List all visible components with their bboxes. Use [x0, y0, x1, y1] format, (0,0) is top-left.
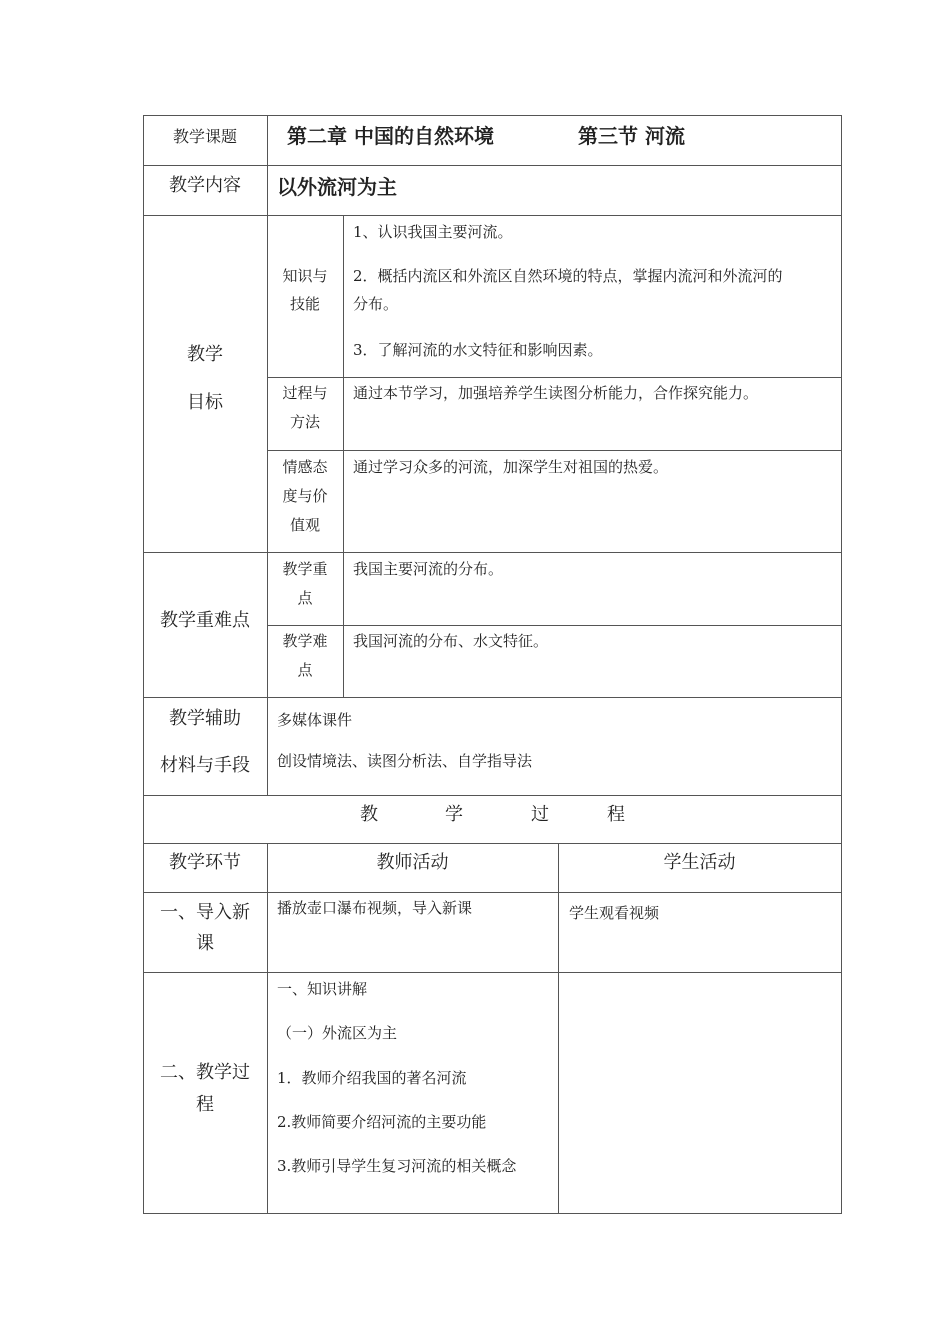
process-header-char-1: 教: [360, 804, 378, 825]
stage-2-teacher-line-3: 1．教师介绍我国的著名河流: [277, 1069, 467, 1087]
stage-2-label-1: 二、教学过: [160, 1062, 250, 1083]
aids-label-2: 材料与手段: [160, 755, 250, 776]
stage-2-teacher-line-4: 2.教师简要介绍河流的主要功能: [277, 1113, 487, 1131]
key-points-label: 教学重难点: [160, 610, 250, 631]
subrow-divider: [267, 450, 842, 451]
column-header-teacher: 教师活动: [376, 852, 449, 873]
row-divider: [143, 892, 842, 893]
process-header-char-4: 程: [607, 804, 625, 825]
process-header-char-3: 过: [531, 804, 549, 825]
row-divider: [143, 165, 842, 166]
aids-label-1: 教学辅助: [169, 708, 241, 729]
lesson-content-label: 教学内容: [169, 175, 241, 196]
difficulty-label-1: 教学难: [282, 632, 328, 650]
column-divider: [267, 843, 268, 1214]
column-header-student: 学生活动: [663, 852, 736, 873]
subrow-divider: [267, 377, 842, 378]
emotion-label-2: 度与价: [282, 487, 328, 505]
stage-1-student-activity: 学生观看视频: [569, 904, 660, 922]
objectives-label-1: 教学: [187, 344, 223, 365]
column-divider: [558, 843, 559, 1214]
column-header-stage: 教学环节: [169, 852, 241, 873]
row-divider: [143, 795, 842, 796]
row-divider: [143, 843, 842, 844]
focus-label-1: 教学重: [282, 560, 328, 578]
aids-line-1: 多媒体课件: [277, 711, 353, 729]
knowledge-item-3: 3．了解河流的水文特征和影响因素。: [353, 341, 603, 359]
subrow-divider: [267, 625, 842, 626]
lesson-content-value: 以外流河为主: [277, 175, 397, 199]
knowledge-label-2: 技能: [289, 295, 320, 313]
stage-1-label-1: 一、导入新: [160, 902, 250, 923]
objectives-label-2: 目标: [187, 392, 223, 413]
emotion-label-1: 情感态: [282, 458, 328, 476]
row-divider: [143, 697, 842, 698]
section-title: 第三节 河流: [578, 124, 685, 148]
column-divider: [343, 215, 344, 698]
difficulty-text: 我国河流的分布、水文特征。: [353, 632, 549, 650]
row-divider: [143, 972, 842, 973]
knowledge-item-1: 1、认识我国主要河流。: [353, 223, 513, 241]
process-label-2: 方法: [289, 413, 320, 431]
table-border-right: [841, 115, 842, 1214]
stage-2-label-2: 程: [196, 1094, 214, 1115]
difficulty-label-2: 点: [297, 661, 313, 679]
stage-2-teacher-line-5: 3.教师引导学生复习河流的相关概念: [277, 1157, 517, 1175]
table-border-bottom: [143, 1213, 842, 1214]
stage-1-teacher-activity: 播放壶口瀑布视频，导入新课: [277, 899, 473, 917]
aids-line-2: 创设情境法、读图分析法、自学指导法: [277, 752, 533, 770]
column-divider: [267, 115, 268, 796]
knowledge-label-1: 知识与: [282, 267, 328, 285]
row-divider: [143, 215, 842, 216]
emotion-label-3: 值观: [289, 516, 320, 534]
stage-2-teacher-line-1: 一、知识讲解: [277, 980, 368, 998]
table-border-top: [143, 115, 842, 116]
focus-label-2: 点: [297, 589, 313, 607]
chapter-title: 第二章 中国的自然环境: [287, 124, 494, 148]
knowledge-item-2-line-1: 2．概括内流区和外流区自然环境的特点，掌握内流河和外流河的: [353, 267, 783, 285]
lesson-topic-label: 教学课题: [172, 127, 237, 146]
stage-2-teacher-line-2: （一）外流区为主: [277, 1024, 398, 1042]
knowledge-item-2-line-2: 分布。: [353, 295, 399, 313]
stage-1-label-2: 课: [196, 933, 214, 954]
emotion-text: 通过学习众多的河流，加深学生对祖国的热爱。: [353, 458, 669, 476]
row-divider: [143, 552, 842, 553]
process-label-1: 过程与: [282, 384, 328, 402]
table-border-left: [143, 115, 144, 1214]
process-text: 通过本节学习，加强培养学生读图分析能力，合作探究能力。: [353, 384, 759, 402]
process-header-char-2: 学: [445, 804, 463, 825]
focus-text: 我国主要河流的分布。: [353, 560, 504, 578]
